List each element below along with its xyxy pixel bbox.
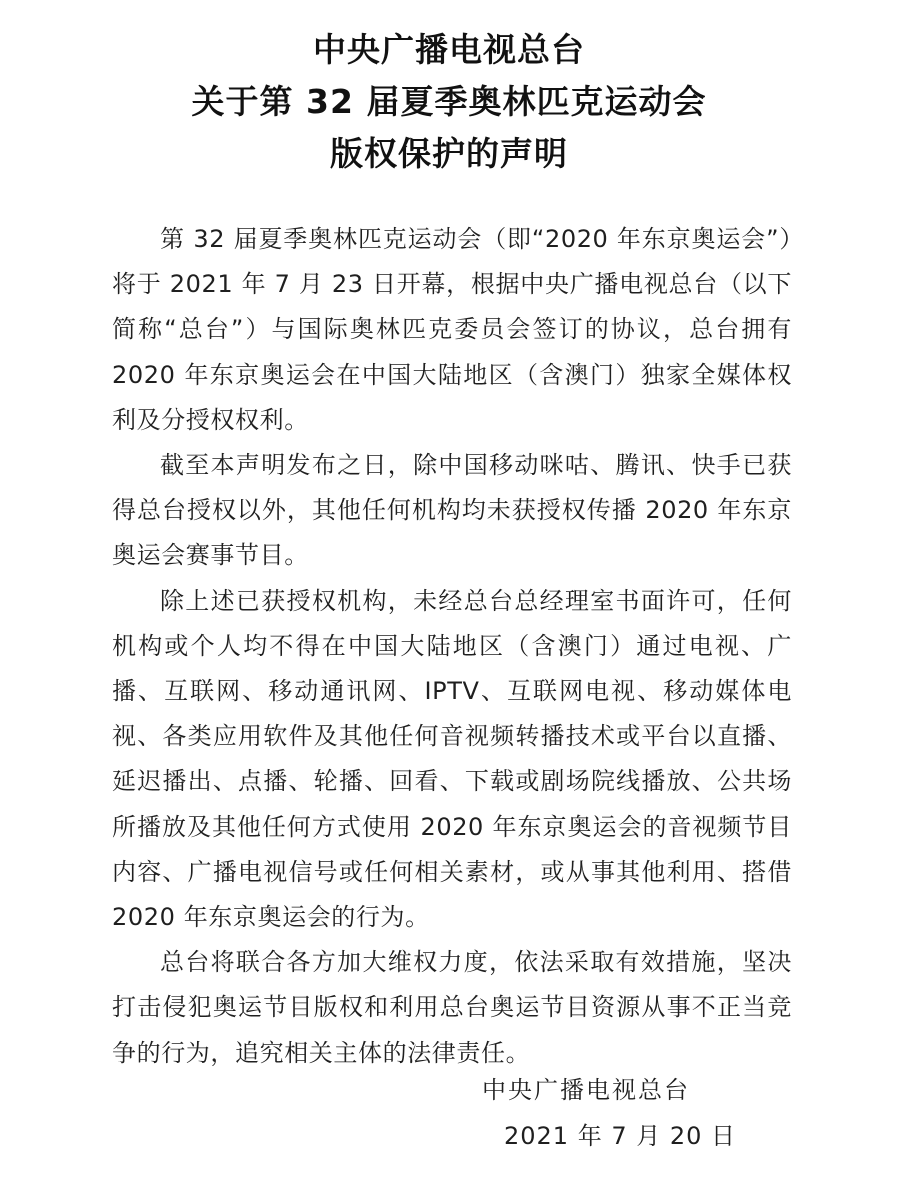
document-title (0, 24, 898, 180)
title-line-subject: 关于第 32 届夏季奥林匹克运动会 (191, 82, 707, 121)
paragraph-authorized: 截至本声明发布之日，除中国移动咪咕、腾讯、快手已获得总台授权以外，其他任何机构均未获授权传播 2020 年东京奥运会赛事节目。 (112, 451, 792, 570)
signature-date: 2021 年 7 月 20 日 (504, 1122, 737, 1150)
title-line-issuer: 中央广播电视总台 (313, 30, 585, 69)
paragraph-rights: 第 32 届夏季奥林匹克运动会（即“2020 年东京奥运会”）将于 2021 年 7 月 23 日开幕，根据中央广播电视总台（以下简称“总台”）与国际奥林匹克委员会签订的协议，总台拥有 2020 年东京奥运会在中国大陆地区（含澳门）独家全媒体权利及分授权权利。 (112, 225, 792, 434)
paragraph-enforcement: 总台将联合各方加大维权力度，依法采取有效措施，坚决打击侵犯奥运节目版权和利用总台奥运节目资源从事不正当竞争的行为，追究相关主体的法律责任。 (112, 948, 792, 1067)
paragraph-prohibition: 除上述已获授权机构，未经总台总经理室书面许可，任何机构或个人均不得在中国大陆地区（含澳门）通过电视、广播、互联网、移动通讯网、IPTV、互联网电视、移动媒体电视、各类应用软件及其他任何音视频转播技术或平台以直播、延迟播出、点播、轮播、回看、下载或剧场院线播放、公共场所播放及其他任何方式使用 2020 年东京奥运会的音视频节目内容、广播电视信号或任何相关素材，或从事其他利用、搭借 2020 年东京奥运会的行为。 (112, 586, 792, 932)
signature-organization: 中央广播电视总台 (482, 1076, 690, 1104)
statement-body (112, 217, 792, 1076)
title-line-topic: 版权保护的声明 (330, 134, 568, 173)
